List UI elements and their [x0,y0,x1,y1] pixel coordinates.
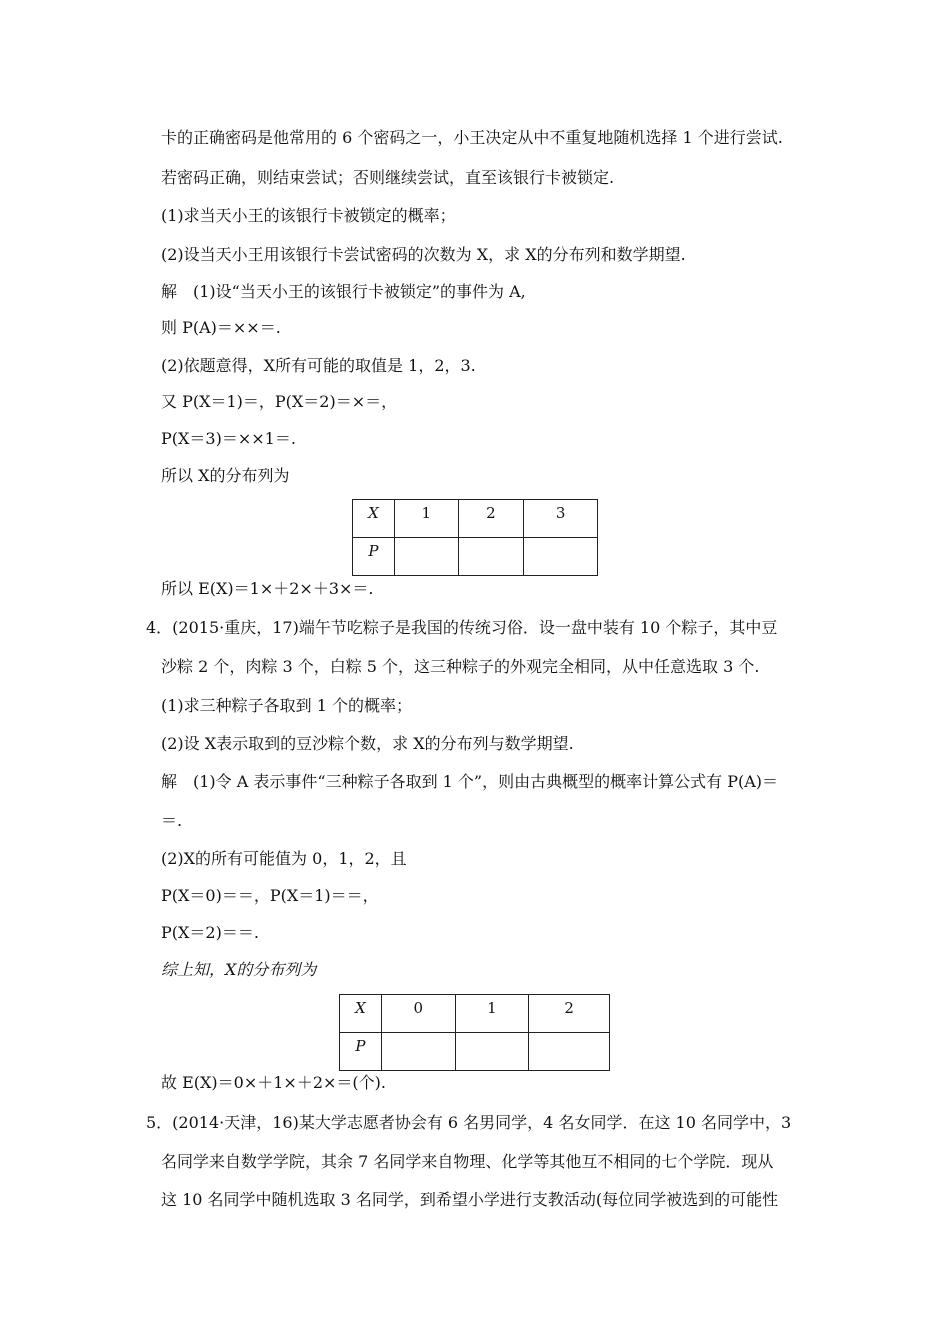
problem4-solution-6: 综上知，X的分布列为 [161,960,317,979]
table-row-p: P [340,1033,382,1071]
problem3-solution-2: 则 P(A)＝××＝. [161,318,281,337]
problem3-solution-1: 解 (1)设“当天小王的该银行卡被锁定”的事件为 A, [161,282,526,301]
problem4-solution-5: P(X＝2)＝＝. [161,923,259,942]
problem4-part2: (2)设 X表示取到的豆沙粽个数，求 X的分布列与数学期望. [161,734,574,753]
table-header-value: 0 [381,995,455,1033]
table-cell [455,1033,529,1071]
problem3-line-1: 卡的正确密码是他常用的 6 个密码之一，小王决定从中不重复地随机选择 1 个进行尝试. [161,128,783,147]
table-row-p: P [353,538,395,576]
problem3-solution-4: 又 P(X＝1)＝，P(X＝2)＝×＝， [161,392,398,411]
problem3-solution-6: 所以 X的分布列为 [161,466,290,485]
problem4-solution-1: 解 (1)令 A 表示事件“三种粽子各取到 1 个”，则由古典概型的概率计算公式有 P(A)＝ [161,772,778,791]
problem3-solution-5: P(X＝3)＝××1＝. [161,429,296,448]
table-cell [524,538,598,576]
table-header-x: X [340,995,382,1033]
table-header-value: 2 [529,995,610,1033]
problem4-part1: (1)求三种粽子各取到 1 个的概率； [161,696,413,715]
problem4-solution-2: ＝. [161,811,183,830]
problem3-expectation: 所以 E(X)＝1×＋2×＋3×＝. [161,579,374,598]
table-header-value: 3 [524,500,598,538]
problem4-solution-3: (2)X的所有可能值为 0，1，2，且 [161,849,407,868]
problem4-solution-4: P(X＝0)＝＝，P(X＝1)＝＝， [161,886,379,905]
table-header-value: 1 [455,995,529,1033]
problem3-part1: (1)求当天小王的该银行卡被锁定的概率； [161,206,456,225]
problem4-line-1: 4．(2015·重庆，17)端午节吃粽子是我国的传统习俗．设一盘中装有 10 个粽子，其中豆 [146,618,778,637]
problem5-line-2: 名同学来自数学学院，其余 7 名同学来自物理、化学等其他互不相同的七个学院．现从 [161,1152,774,1171]
table-header-value: 2 [458,500,524,538]
problem3-line-2: 若密码正确，则结束尝试；否则继续尝试，直至该银行卡被锁定. [161,168,615,187]
problem4-distribution-table [339,994,610,1071]
problem3-part2: (2)设当天小王用该银行卡尝试密码的次数为 X，求 X的分布列和数学期望. [161,245,686,264]
problem5-line-3: 这 10 名同学中随机选取 3 名同学，到希望小学进行支教活动(每位同学被选到的可能性 [161,1190,779,1209]
table-header-x: X [353,500,395,538]
problem4-expectation: 故 E(X)＝0×＋1×＋2×＝(个). [161,1073,386,1092]
table-header-value: 1 [394,500,458,538]
table-cell [381,1033,455,1071]
problem3-distribution-table [352,499,598,576]
table-cell [394,538,458,576]
problem4-line-2: 沙粽 2 个，肉粽 3 个，白粽 5 个，这三种粽子的外观完全相同，从中任意选取 3 个. [161,657,760,676]
table-cell [458,538,524,576]
problem5-line-1: 5．(2014·天津，16)某大学志愿者协会有 6 名男同学，4 名女同学．在这 10 名同学中，3 [146,1113,792,1132]
table-cell [529,1033,610,1071]
problem3-solution-3: (2)依题意得，X所有可能的取值是 1，2，3. [161,356,476,375]
